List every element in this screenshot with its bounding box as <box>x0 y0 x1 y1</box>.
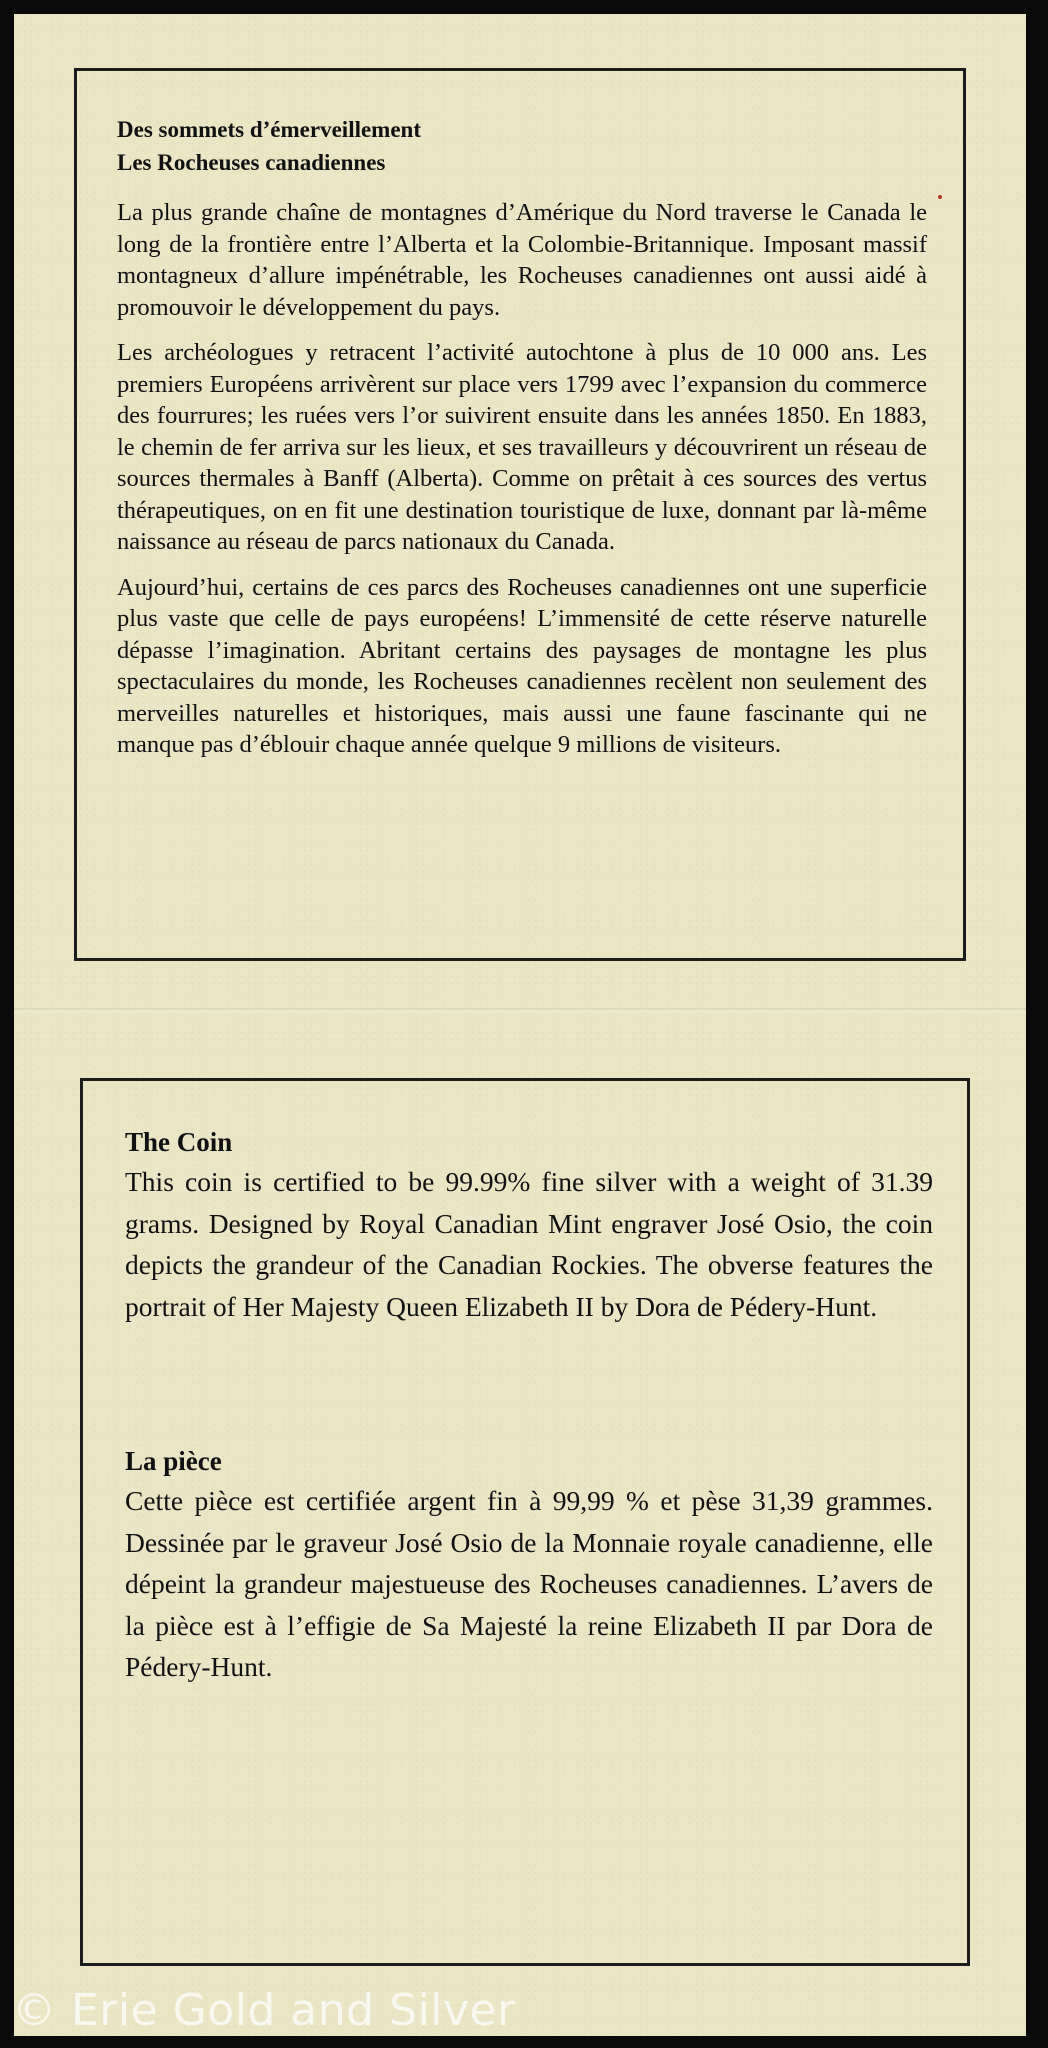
rockies-description-panel <box>74 68 966 961</box>
paragraph-geography: La plus grande chaîne de montagnes d’Amérique du Nord traverse le Canada le long de la frontière entre l’Alberta et la Colombie-Britannique. Imposant massif montagneux d’allure impénétrable, les Rocheuses canadiennes ont aussi aidé à promouvoir le développement du pays. <box>117 199 927 321</box>
coin-body-french: Cette pièce est certifiée argent fin à 99,99 % et pèse 31,39 grammes. Dessinée par le graveur José Osio de la Monnaie royale canadienne, elle dépeint la grandeur majestueuse des Rocheuses canadiennes. L’avers de la pièce est à l’effigie de Sa Majesté la reine Elizabeth II par Dora de Pédery-Hunt. <box>125 1485 933 1682</box>
coin-body-english: This coin is certified to be 99.99% fine silver with a weight of 31.39 grams. Designed by Royal Canadian Mint engraver José Osio, the coin depicts the grandeur of the Canadian Rockies. The obverse features the portrait of Her Majesty Queen Elizabeth II by Dora de Pédery-Hunt. <box>125 1166 933 1322</box>
copyright-watermark: © Erie Gold and Silver <box>12 1985 516 2036</box>
paragraph-today: Aujourd’hui, certains de ces parcs des Rocheuses canadiennes ont une superficie plus vaste que celle de pays européens! L’immensité de cette réserve naturelle dépasse l’imagination. Abritant certains des paysages de montagne les plus spectaculaires du monde, les Rocheuses canadiennes recèlent non seulement des merveilles naturelles et historiques, mais aussi une faune fascinante qui ne manque pas d’éblouir chaque année quelque 9 millions de visiteurs. <box>117 573 927 758</box>
panel-title: Des sommets d’émerveillement <box>117 117 421 142</box>
coin-heading-french: La pièce <box>125 1446 222 1476</box>
fold-line <box>14 1008 1026 1012</box>
coin-section-french <box>125 1442 933 1688</box>
paragraph-history: Les archéologues y retracent l’activité autochtone à plus de 10 000 ans. Les premiers Européens arrivèrent sur place vers 1799 avec l’expansion du commerce des fourrures; les ruées vers l’or suivirent ensuite dans les années 1850. En 1883, le chemin de fer arriva sur les lieux, et ses travailleurs y découvrirent un réseau de sources thermales à Banff (Alberta). Comme on prêtait à ces sources des vertus thérapeutiques, on en fit une destination touristique de luxe, donnant par là-même naissance au réseau de parcs nationaux du Canada. <box>117 339 927 555</box>
coin-heading-english: The Coin <box>125 1127 233 1157</box>
coin-section-english <box>125 1123 933 1327</box>
coin-specifications-panel <box>80 1078 970 1966</box>
panel-subtitle: Les Rocheuses canadiennes <box>117 150 386 175</box>
